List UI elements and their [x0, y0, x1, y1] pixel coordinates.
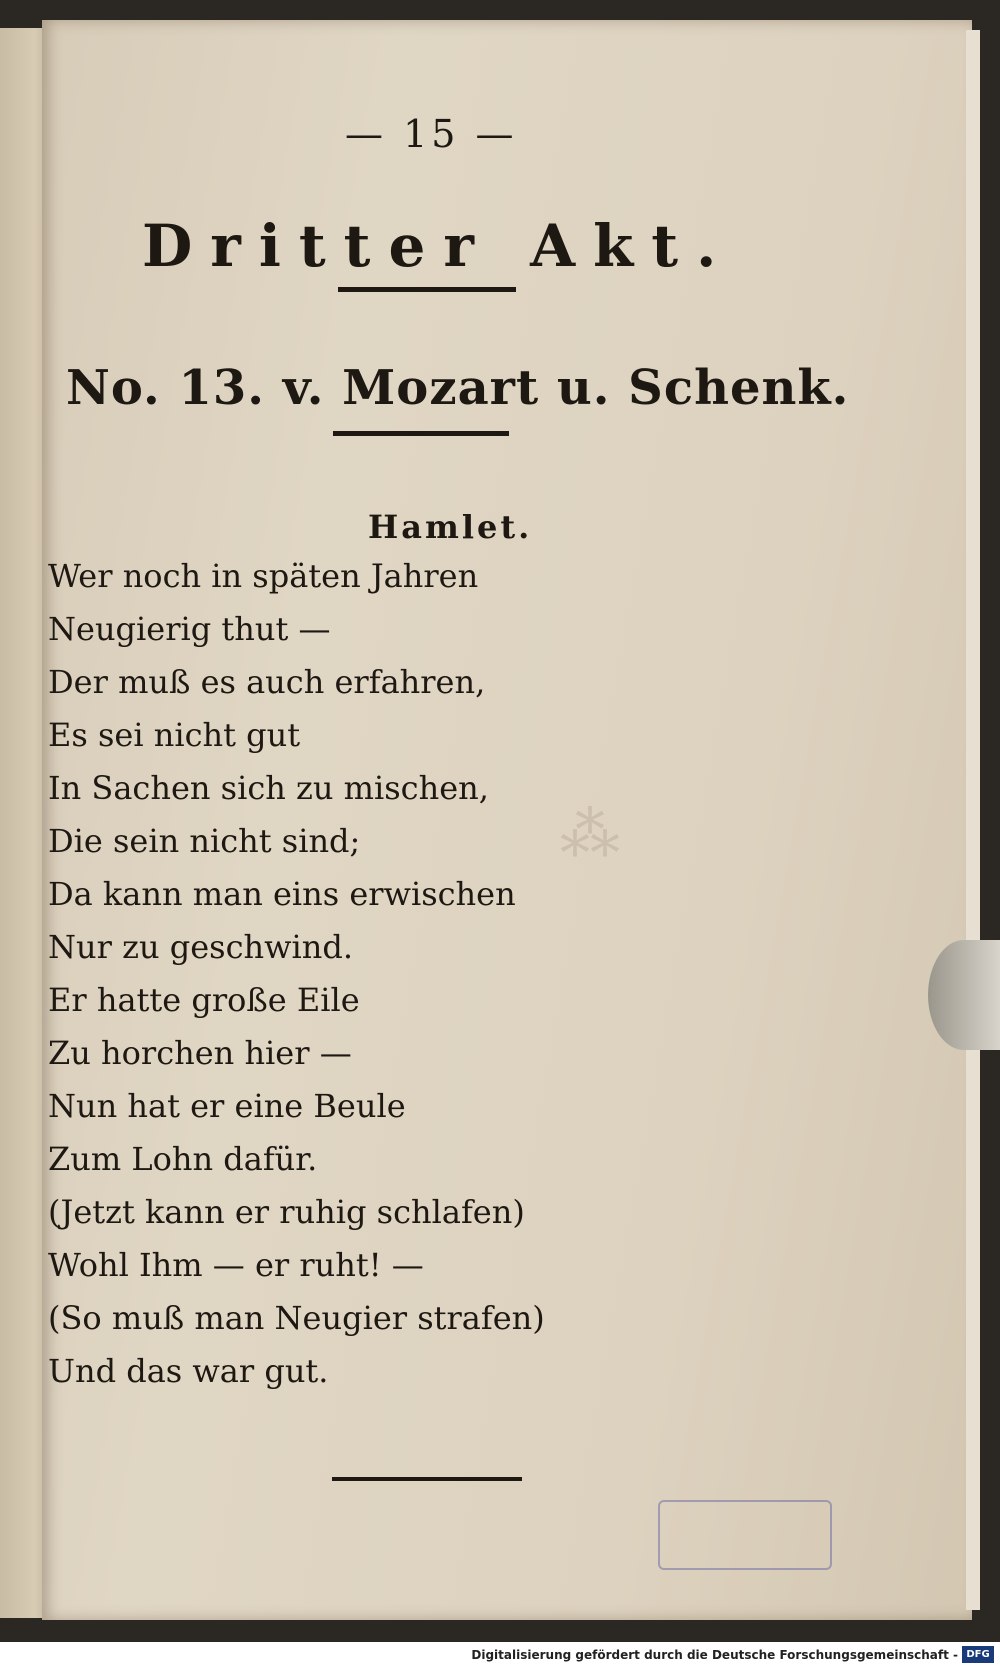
- footer-credit: Digitalisierung gefördert durch die Deutsche Forschungsgemeinschaft -: [471, 1648, 958, 1662]
- verse-line: Zu horchen hier —: [48, 1034, 352, 1072]
- verse-line: Es sei nicht gut: [48, 716, 301, 754]
- piece-heading: No. 13. v. Mozart u. Schenk.: [66, 360, 850, 416]
- verse-line: Neugierig thut —: [48, 610, 331, 648]
- verse-block: [48, 550, 568, 1398]
- clip-tab: [928, 940, 1000, 1050]
- verse-line: Der muß es auch erfahren,: [48, 663, 486, 701]
- closing-rule: [332, 1477, 522, 1481]
- verse-line: Da kann man eins erwischen: [48, 875, 516, 913]
- dfg-logo: DFG: [962, 1646, 994, 1663]
- page-number: — 15 —: [345, 112, 518, 156]
- page-edge: [966, 30, 980, 1610]
- verse-line: (So muß man Neugier strafen): [48, 1299, 545, 1337]
- library-stamp: [658, 1500, 832, 1570]
- verse-line: In Sachen sich zu mischen,: [48, 769, 489, 807]
- verse-line: Zum Lohn dafür.: [48, 1140, 318, 1178]
- verse-line: Wohl Ihm — er ruht! —: [48, 1246, 424, 1284]
- title-rule: [338, 287, 516, 292]
- heading-rule: [333, 431, 509, 436]
- verse-line: Die sein nicht sind;: [48, 822, 361, 860]
- verse-line: Nur zu geschwind.: [48, 928, 353, 966]
- speaker-name: Hamlet.: [368, 508, 533, 546]
- footer-bar: [0, 1642, 1000, 1666]
- verse-line: Er hatte große Eile: [48, 981, 360, 1019]
- verse-line: (Jetzt kann er ruhig schlafen): [48, 1193, 525, 1231]
- act-title: Dritter Akt.: [142, 212, 735, 280]
- show-through: ⁂: [560, 800, 620, 870]
- verse-line: Wer noch in späten Jahren: [48, 557, 479, 595]
- verse-line: Nun hat er eine Beule: [48, 1087, 406, 1125]
- verse-line: Und das war gut.: [48, 1352, 329, 1390]
